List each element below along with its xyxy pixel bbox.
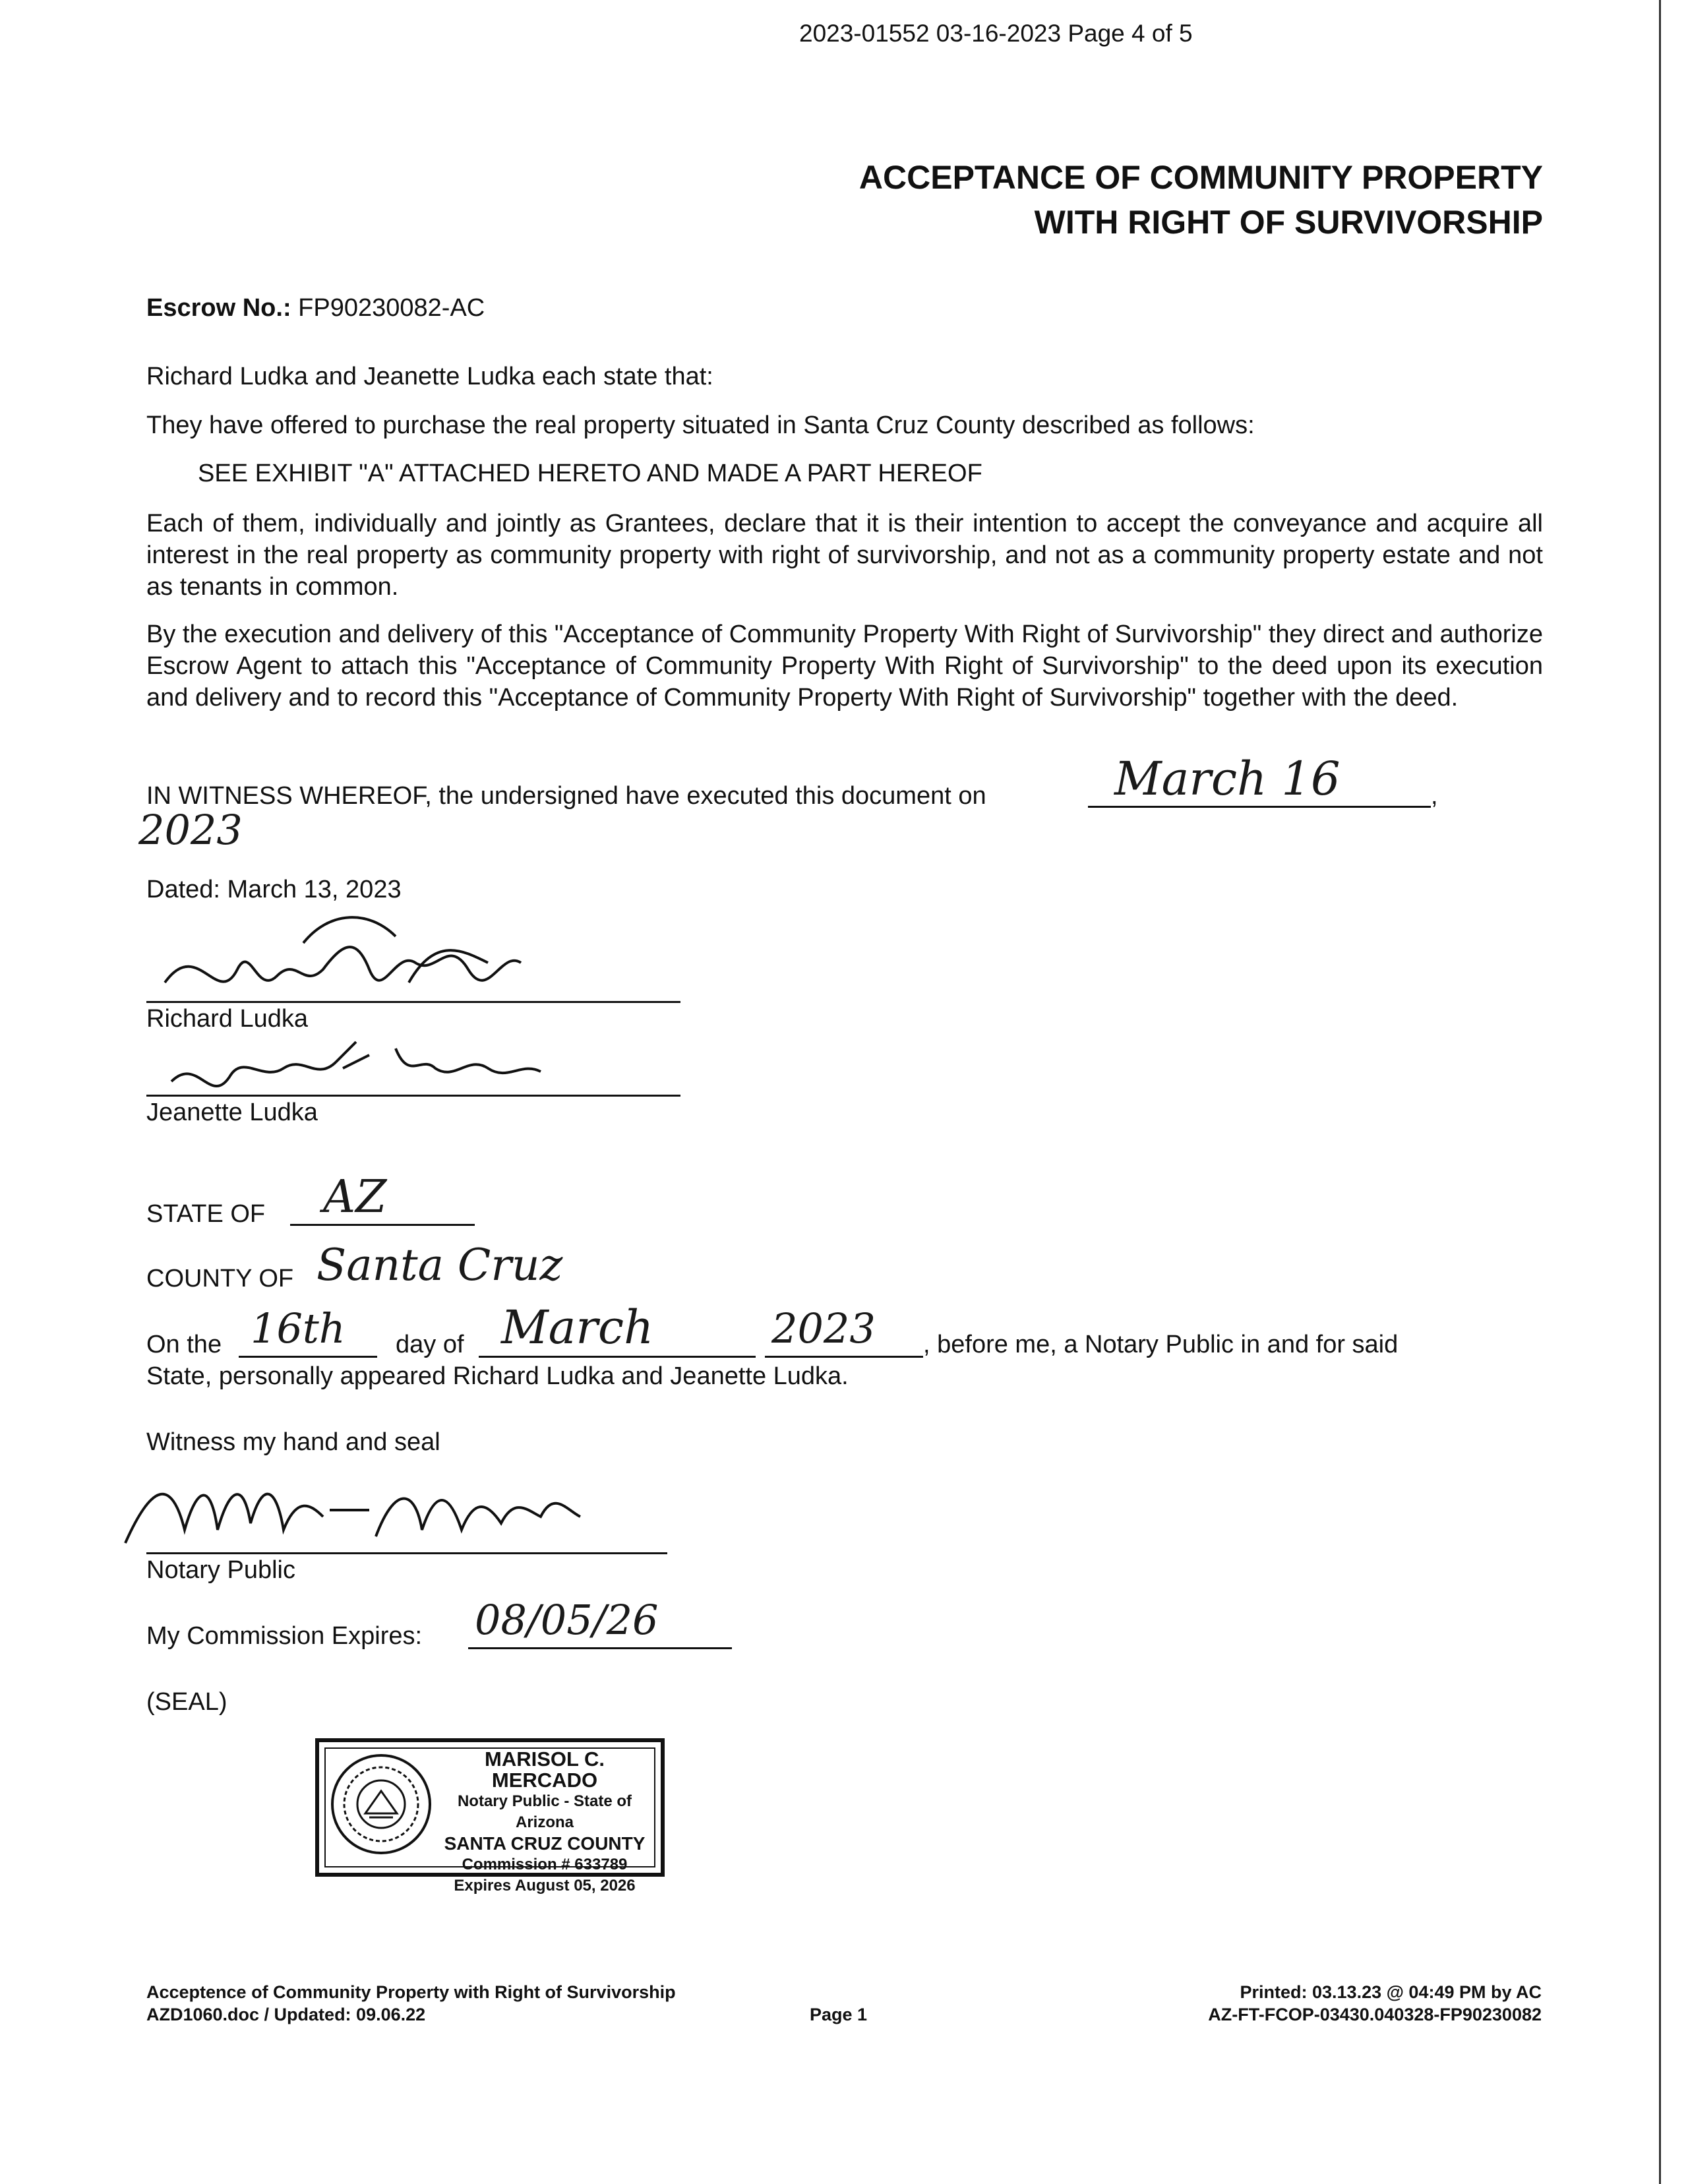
dated-label: Dated:	[146, 876, 220, 903]
footer-doc-info: AZD1060.doc / Updated: 09.06.22	[146, 2005, 426, 2024]
notary-seal-stamp	[315, 1738, 665, 1895]
authorization-paragraph: By the execution and delivery of this "Acceptance of Community Property With Right of Survivorship" they direct and authorize Escrow Agent to attach this "Acceptance of Community Property With Right of Survivorship" to the deed upon its execution and delivery and to record this "Acceptance of Community Property With Right of Survivorship" together with the deed.	[146, 621, 1543, 712]
seal-notary-title: Notary Public - State of Arizona	[457, 1792, 632, 1831]
document-title-line2: WITH RIGHT OF SURVIVORSHIP	[1034, 204, 1543, 241]
offer-text: They have offered to purchase the real property situated in Santa Cruz County described as follows:	[146, 411, 1255, 439]
statement: Richard Ludka and Jeanette Ludka each state that:	[146, 363, 713, 390]
escrow-value: FP90230082-AC	[298, 294, 485, 322]
dated-value: March 13, 2023	[227, 876, 402, 903]
footer-printed: Printed: 03.13.23 @ 04:49 PM by AC	[1240, 1982, 1542, 2002]
footer-page: Page 1	[810, 2005, 868, 2024]
scan-edge-line	[1659, 0, 1661, 2184]
document-title-line1: ACCEPTANCE OF COMMUNITY PROPERTY	[859, 159, 1543, 196]
seal-county: SANTA CRUZ COUNTY	[444, 1833, 646, 1854]
handwritten-commission-expiry: 08/05/26	[475, 1596, 659, 1644]
seal-text-block	[439, 1749, 650, 1896]
handwritten-month: March	[501, 1300, 654, 1354]
state-label: STATE OF	[146, 1200, 266, 1228]
county-label: COUNTY OF	[146, 1265, 294, 1292]
signer-name-2: Jeanette Ludka	[146, 1099, 318, 1126]
handwritten-day: 16th	[251, 1304, 346, 1352]
recording-info: 2023-01552 03-16-2023 Page 4 of 5	[799, 20, 1193, 47]
handwritten-state: AZ	[323, 1171, 387, 1223]
seal-commission: Commission # 633789	[462, 1856, 628, 1873]
appeared-text: State, personally appeared Richard Ludka and Jeanette Ludka.	[146, 1362, 849, 1390]
handwritten-execution-date: March 16	[1114, 752, 1341, 806]
footer-form-title: Acceptence of Community Property with Right of Survivorship	[146, 1982, 676, 2002]
on-the-label: On the	[146, 1331, 222, 1358]
signer-name-1: Richard Ludka	[146, 1005, 309, 1033]
footer-file-ref: AZ-FT-FCOP-03430.040328-FP90230082	[1208, 2005, 1542, 2024]
handwritten-county: Santa Cruz	[316, 1240, 563, 1290]
witness-hand-text: Witness my hand and seal	[146, 1428, 440, 1456]
notary-signature-line	[146, 1552, 667, 1554]
state-seal-emblem	[328, 1751, 434, 1857]
escrow-label: Escrow No.:	[146, 294, 291, 322]
witness-statement: IN WITNESS WHEREOF, the undersigned have executed this document on	[146, 782, 986, 810]
exhibit-reference: SEE EXHIBIT "A" ATTACHED HERETO AND MADE A PART HEREOF	[198, 460, 982, 487]
handwritten-year: 2023	[771, 1304, 876, 1352]
notary-public-label: Notary Public	[146, 1556, 295, 1584]
witness-comma: ,	[1431, 782, 1438, 810]
commission-label: My Commission Expires:	[146, 1622, 423, 1650]
seal-notary-name: MARISOL C. MERCADO	[485, 1747, 605, 1792]
seal-label: (SEAL)	[146, 1688, 227, 1716]
declaration-paragraph: Each of them, individually and jointly as Grantees, declare that it is their intention to accept the conveyance and acquire all interest in the real property as community property with right of survivorship, and not as a community property estate and not as tenants in common.	[146, 510, 1543, 601]
before-me-text: , before me, a Notary Public in and for said	[923, 1331, 1399, 1358]
handwritten-execution-year: 2023	[138, 806, 243, 854]
seal-expires: Expires August 05, 2026	[454, 1877, 636, 1895]
day-of-label: day of	[396, 1331, 464, 1358]
